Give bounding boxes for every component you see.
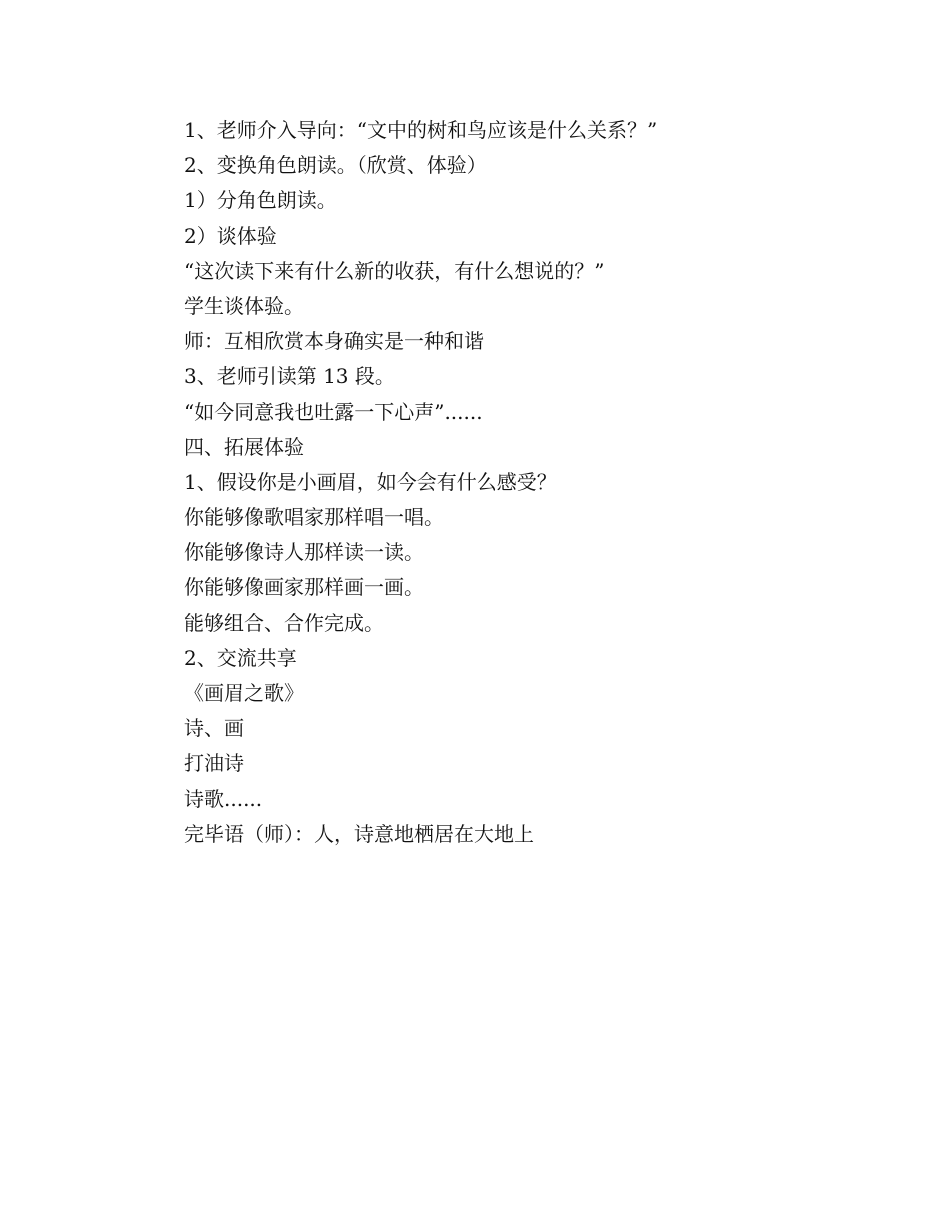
section-heading: 四、拓展体验: [184, 434, 304, 459]
text-line: “这次读下来有什么新的收获，有什么想说的？”: [184, 258, 605, 283]
text-line: 《画眉之歌》: [184, 681, 304, 705]
text-line: 3、老师引读第 13 段。: [184, 364, 395, 389]
text-line: 能够组合、合作完成。: [184, 610, 384, 635]
text-line: 完毕语（师）：人，诗意地栖居在大地上: [184, 821, 534, 846]
text-line: 你能够像诗人那样读一读。: [184, 540, 424, 565]
text-line: 师：互相欣赏本身确实是一种和谐: [184, 329, 484, 354]
text-line: 你能够像歌唱家那样唱一唱。: [184, 505, 444, 530]
text-line: 诗、画: [184, 716, 244, 741]
document-body: [184, 113, 824, 852]
text-line: 诗歌......: [184, 786, 263, 811]
text-line: 2、交流共享: [184, 645, 297, 670]
text-line: 1、老师介入导向：“文中的树和鸟应该是什么关系？”: [184, 118, 658, 142]
text-line: 2）谈体验: [184, 223, 277, 248]
text-line: 打油诗: [184, 751, 244, 776]
text-line: 你能够像画家那样画一画。: [184, 575, 424, 600]
text-line: “如今同意我也吐露一下心声”......: [184, 399, 483, 424]
text-line: 2、变换角色朗读。（欣赏、体验）: [184, 153, 487, 178]
text-line: 学生谈体验。: [184, 293, 304, 318]
text-line: 1）分角色朗读。: [184, 188, 337, 213]
text-line: 1、假设你是小画眉，如今会有什么感受？: [184, 469, 557, 494]
